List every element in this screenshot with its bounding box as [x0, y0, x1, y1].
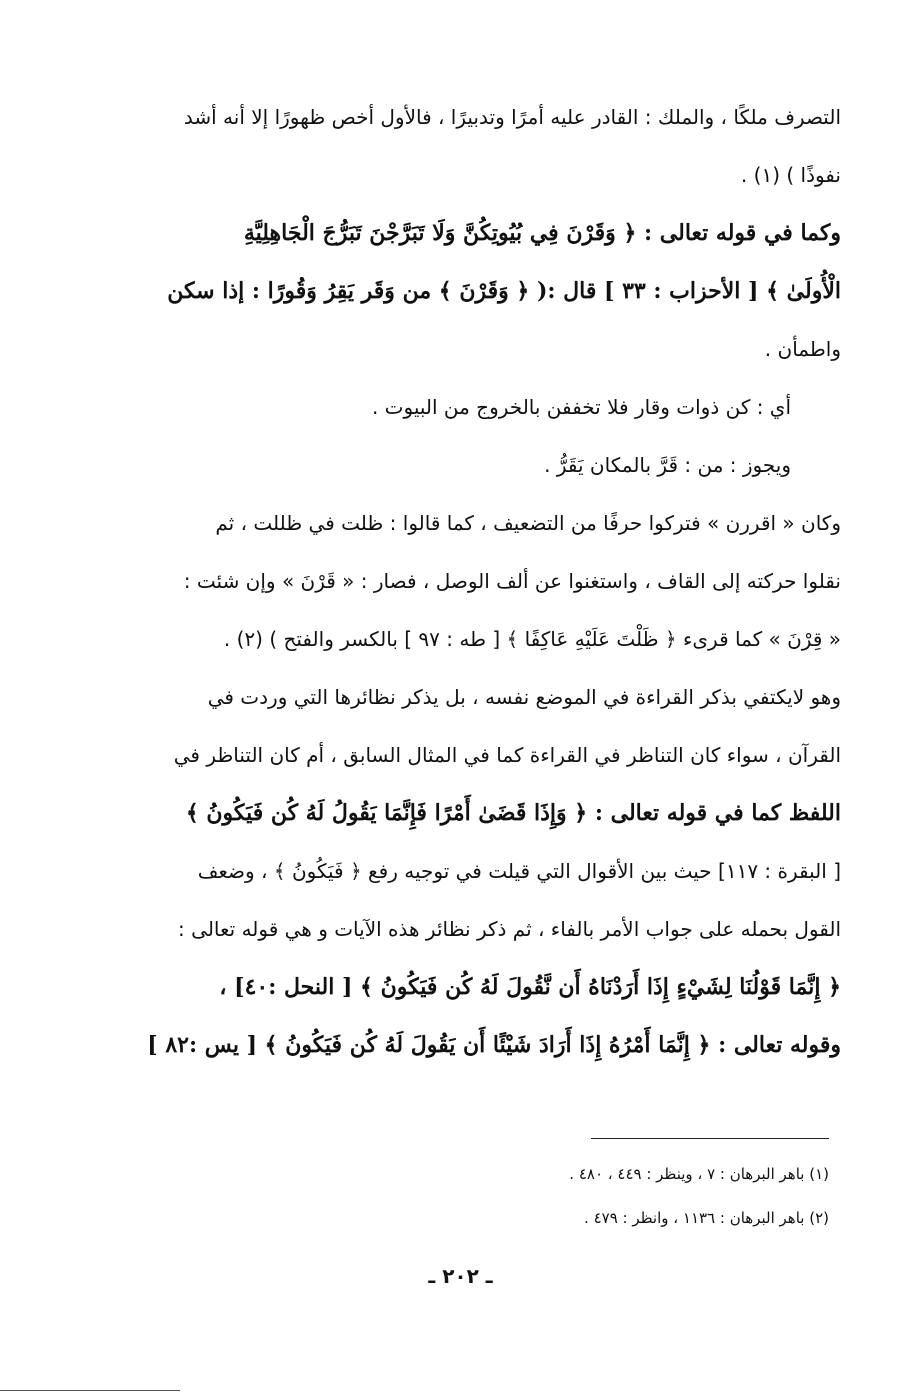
footnote-1: (١) باهر البرهان : ٧ ، وينظر : ٤٤٩ ، ٤٨٠ . [569, 1165, 829, 1183]
text-line: القرآن ، سواء كان التناظر في القراءة كما في المثال السابق ، أم كان التناظر في [173, 743, 841, 767]
text-line: وهو لايكتفي بذكر القراءة في الموضع نفسه ، بل يذكر نظائرها التي وردت في [207, 685, 841, 709]
text-line: نفوذًا ) (١) . [740, 163, 841, 187]
text-line: ويجوز : من : قَرَّ بالمكان يَقَرُّ . [544, 453, 791, 477]
scan-edge-line [0, 1390, 180, 1391]
text-line: أي : كن ذوات وقار فلا تخففن بالخروج من البيوت . [371, 395, 791, 419]
text-line: وكان « اقررن » فتركوا حرفًا من التضعيف ، كما قالوا : ظلت في ظللت ، ثم [215, 511, 841, 535]
text-line-quran: الْأُولَىٰ ﴾ [ الأحزاب : ٣٣ ] قال :( ﴿ وَقَرْنَ ﴾ من وَقَر يَقِرُ وَقُورًا : إذا سكن [167, 278, 841, 304]
footnote-2: (٢) باهر البرهان : ١١٣٦ ، وانظر : ٤٧٩ . [584, 1209, 829, 1227]
footnotes [80, 1152, 829, 1240]
text-line-quran: وقوله تعالى : ﴿ إِنَّمَا أَمْرُهُ إِذَا أَرَادَ شَيْئًا أَن يَقُولَ لَهُ كُن فَيَكُونُ ﴾ [ يس :٨٢ ] [147, 1032, 841, 1058]
text-line: القول بحمله على جواب الأمر بالفاء ، ثم ذكر نظائر هذه الآيات و هي قوله تعالى : [178, 917, 841, 941]
text-line: التصرف ملكًا ، والملك : القادر عليه أمرًا وتدبيرًا ، فالأول أخص ظهورًا إلا أنه أشد [183, 105, 841, 129]
text-line: « قِرْنَ » كما قرىء ﴿ ظَلْتَ عَلَيْهِ عَاكِفًا ﴾ [ طه : ٩٧ ] بالكسر والفتح ) (٢) . [223, 627, 841, 651]
text-line: نقلوا حركته إلى القاف ، واستغنوا عن ألف الوصل ، فصار : « قَرْنَ » وإن شئت : [183, 569, 841, 593]
text-line-quran: ﴿ إِنَّمَا قَوْلُنَا لِشَيْءٍ إِذَا أَرَدْنَاهُ أَن نَّقُولَ لَهُ كُن فَيَكُونُ ﴾ [ النحل :٤٠] ، [219, 974, 841, 1000]
main-text [80, 88, 841, 1074]
text-line-quran: اللفظ كما في قوله تعالى : ﴿ وَإِذَا قَضَىٰ أَمْرًا فَإِنَّمَا يَقُولُ لَهُ كُن فَيَكُونُ ﴾ [185, 800, 841, 826]
text-line: [ البقرة : ١١٧] حيث بين الأقوال التي قيلت في توجيه رفع ﴿ فَيَكُونُ ﴾ ، وضعف [197, 859, 841, 883]
footnote-divider [591, 1138, 829, 1139]
text-line-quran: وكما في قوله تعالى : ﴿ وَقَرْنَ فِي بُيُوتِكُنَّ وَلَا تَبَرَّجْنَ تَبَرُّجَ الْجَاهِلِيَّةِ [243, 220, 841, 246]
page-number: ـ ٢٠٢ ـ [428, 1264, 493, 1288]
text-line: واطمأن . [764, 337, 841, 361]
